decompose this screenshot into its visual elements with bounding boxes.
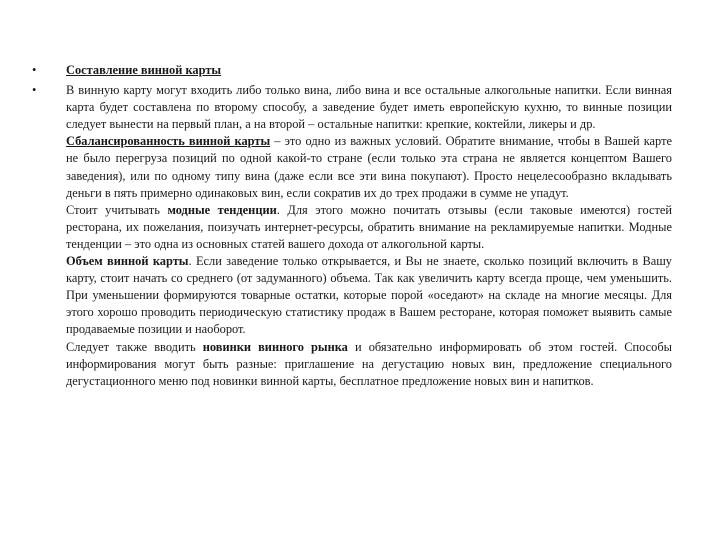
body-paragraph — [66, 339, 672, 390]
bullet-item-title — [32, 62, 672, 79]
body-paragraph — [66, 202, 672, 253]
bullet-item-body — [32, 82, 672, 390]
section-title: Составление винной карты — [66, 63, 222, 77]
paragraph-text: . Если заведение только открывается, и Вы не знаете, сколько позиций включить в Вашу карту, стоит начать со среднего (от задуманного) объема. Так как увеличить карту всегда проще, чем уменьшить. При уменьшении формируются товарные остатки, которые порой «оседают» на складе на многие месяцы. Для этого хорошо проводить периодическую статистику продаж в Вашем ресторане, которая поможет выявить самые продаваемые позиции и наоборот. — [66, 254, 672, 337]
bullet-list — [32, 62, 672, 390]
body-paragraph — [66, 133, 672, 201]
emphasis-text: Сбалансированность винной карты — [66, 134, 271, 149]
bullet-icon: • — [32, 83, 37, 98]
bullet-icon: • — [32, 63, 37, 77]
emphasis-text: модные тенденции — [167, 202, 277, 217]
emphasis-text: Объем винной карты — [66, 254, 189, 269]
paragraph-text: и обязательно информировать об этом гостей. Способы информирования могут быть разные: приглашение на дегустацию новых вин, предложение специального дегустационного меню под новинки винной карты, бесплатное предложение новых вин и напитков. — [66, 339, 673, 388]
paragraph-text: . Для этого можно почитать отзывы (если таковые имеются) гостей ресторана, их пожелания, поизучать интернет-ресурсы, обратить внимание на рекламируемые напитки. Модные тенденции – это одна из основных статей вашего дохода от алкогольной карты. — [66, 202, 672, 251]
body-paragraph — [66, 82, 672, 133]
body-text — [66, 82, 672, 390]
paragraph-text: Стоит учитывать — [66, 202, 168, 217]
emphasis-text: новинки винного рынка — [202, 339, 348, 354]
paragraph-text: Следует также вводить — [66, 339, 203, 354]
body-paragraph — [66, 253, 672, 338]
paragraph-text: В винную карту могут входить либо только вина, либо вина и все остальные алкогольные напитки. Если винная карта будет составлена по второму способу, а заведение будет иметь европейскую кухню, то винные позиции следует вынести на первый план, а на второй – остальные напитки: крепкие, коктейли, ликеры и др. — [66, 83, 672, 132]
paragraph-text: – это одно из важных условий. Обратите внимание, чтобы в Вашей карте не было перегруза позиций по одной какой-то стране (если только эта страна не является концептом Вашего заведения), или по одному типу вина (даже если все эти вина покупают). Просто нецелесообразно вкладывать деньги в пять примерно одинаковых вин, если сократив их до трех продажи в сумме не упадут. — [66, 134, 672, 200]
